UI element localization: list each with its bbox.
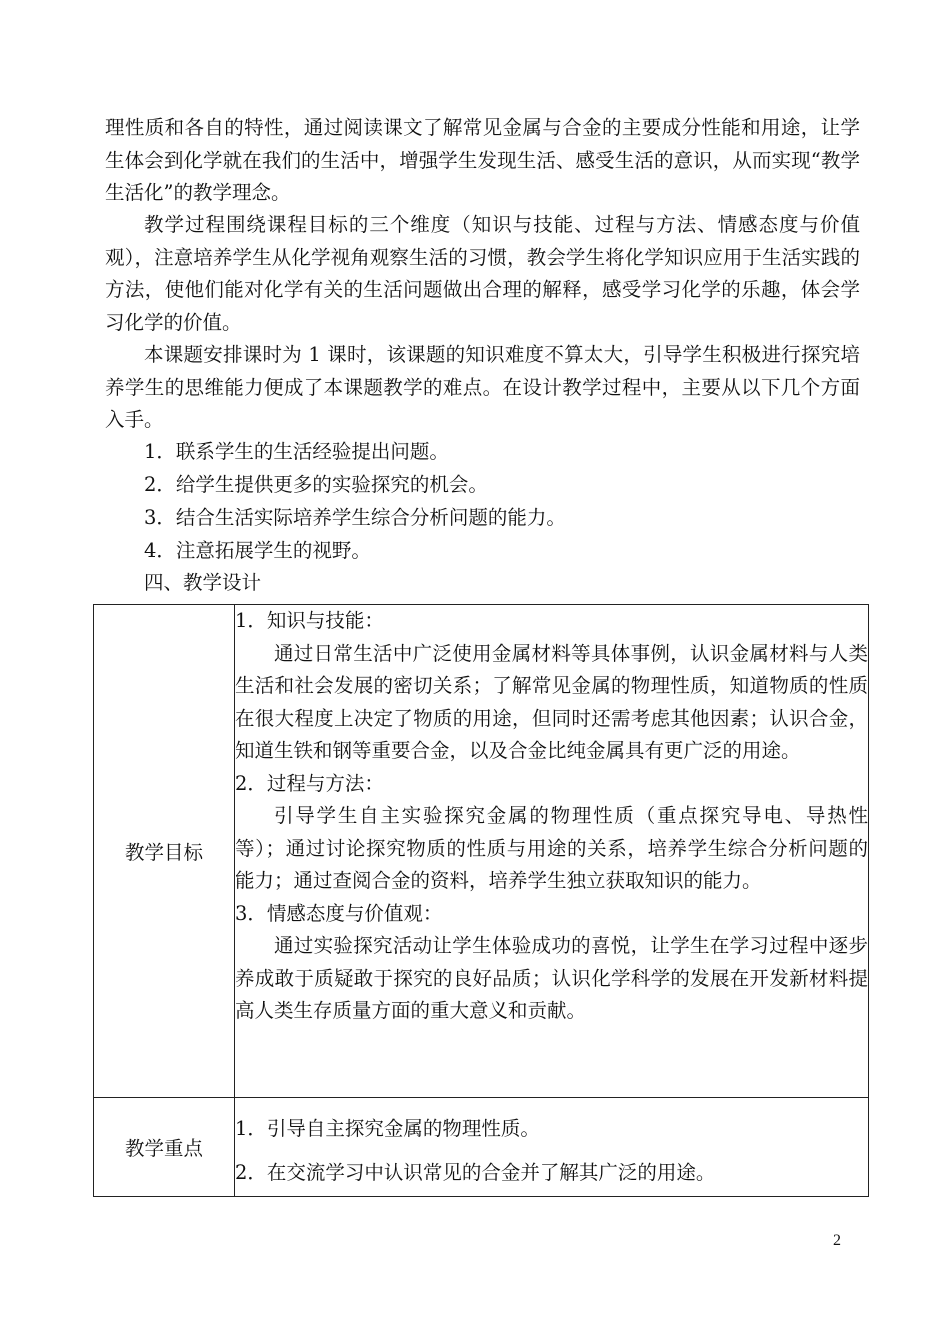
list-item-3: 3．结合生活实际培养学生综合分析问题的能力。 [144, 506, 566, 529]
objective-body-process: 引导学生自主实验探究金属的物理性质（重点探究导电、导热性等）；通过讨论探究物质的性质与用途的关系，培养学生综合分析问题的能力；通过查阅合金的资料，培养学生独立获取知识的能力。 [235, 804, 868, 892]
page-number: 2 [833, 1232, 841, 1249]
objectives-label: 教学目标 [94, 605, 235, 1098]
table-row-key-points [94, 1098, 869, 1197]
key-point-2: 2．在交流学习中认识常见的合金并了解其广泛的用途。 [235, 1161, 716, 1184]
paragraph-intro-continued: 理性质和各自的特性，通过阅读课文了解常见金属与合金的主要成分性能和用途，让学生体会到化学就在我们的生活中，增强学生发现生活、感受生活的意识，从而实现“教学生活化”的教学理念。 [105, 116, 860, 204]
teaching-design-table [93, 604, 869, 1197]
objective-heading-attitude: 3．情感态度与价值观： [235, 901, 443, 925]
list-item-4: 4．注意拓展学生的视野。 [144, 539, 371, 562]
section-title: 四、教学设计 [144, 571, 262, 594]
key-points-content [235, 1098, 869, 1197]
key-point-1: 1．引导自主探究金属的物理性质。 [235, 1117, 540, 1140]
paragraph-course-dimensions: 教学过程围绕课程目标的三个维度（知识与技能、过程与方法、情感态度与价值观），注意培养学生从化学视角观察生活的习惯，教会学生将化学知识应用于生活实践的方法，使他们能对化学有关的生活问题做出合理的解释，感受学习化学的乐趣，体会学习化学的价值。 [105, 213, 860, 334]
objective-heading-knowledge: 1．知识与技能： [235, 609, 384, 632]
objective-body-attitude: 通过实验探究活动让学生体验成功的喜悦，让学生在学习过程中逐步养成敢于质疑敢于探究的良好品质；认识化学科学的发展在开发新材料提高人类生存质量方面的重大意义和贡献。 [235, 934, 868, 1022]
objectives-content [235, 605, 869, 1098]
list-item-2: 2．给学生提供更多的实验探究的机会。 [144, 473, 488, 496]
paragraph-lesson-arrangement: 本课题安排课时为 1 课时，该课题的知识难度不算太大，引导学生积极进行探究培养学生的思维能力便成了本课题教学的难点。在设计教学过程中，主要从以下几个方面入手。 [105, 343, 860, 431]
table-row-objectives [94, 605, 869, 1098]
objective-heading-process: 2．过程与方法： [235, 771, 384, 795]
list-item-1: 1．联系学生的生活经验提出问题。 [144, 440, 449, 463]
key-points-label: 教学重点 [94, 1098, 235, 1197]
objective-body-knowledge: 通过日常生活中广泛使用金属材料等具体事例，认识金属材料与人类生活和社会发展的密切关系；了解常见金属的物理性质，知道物质的性质在很大程度上决定了物质的用途，但同时还需考虑其他因素；认识合金，知道生铁和钢等重要合金，以及合金比纯金属具有更广泛的用途。 [235, 641, 868, 762]
